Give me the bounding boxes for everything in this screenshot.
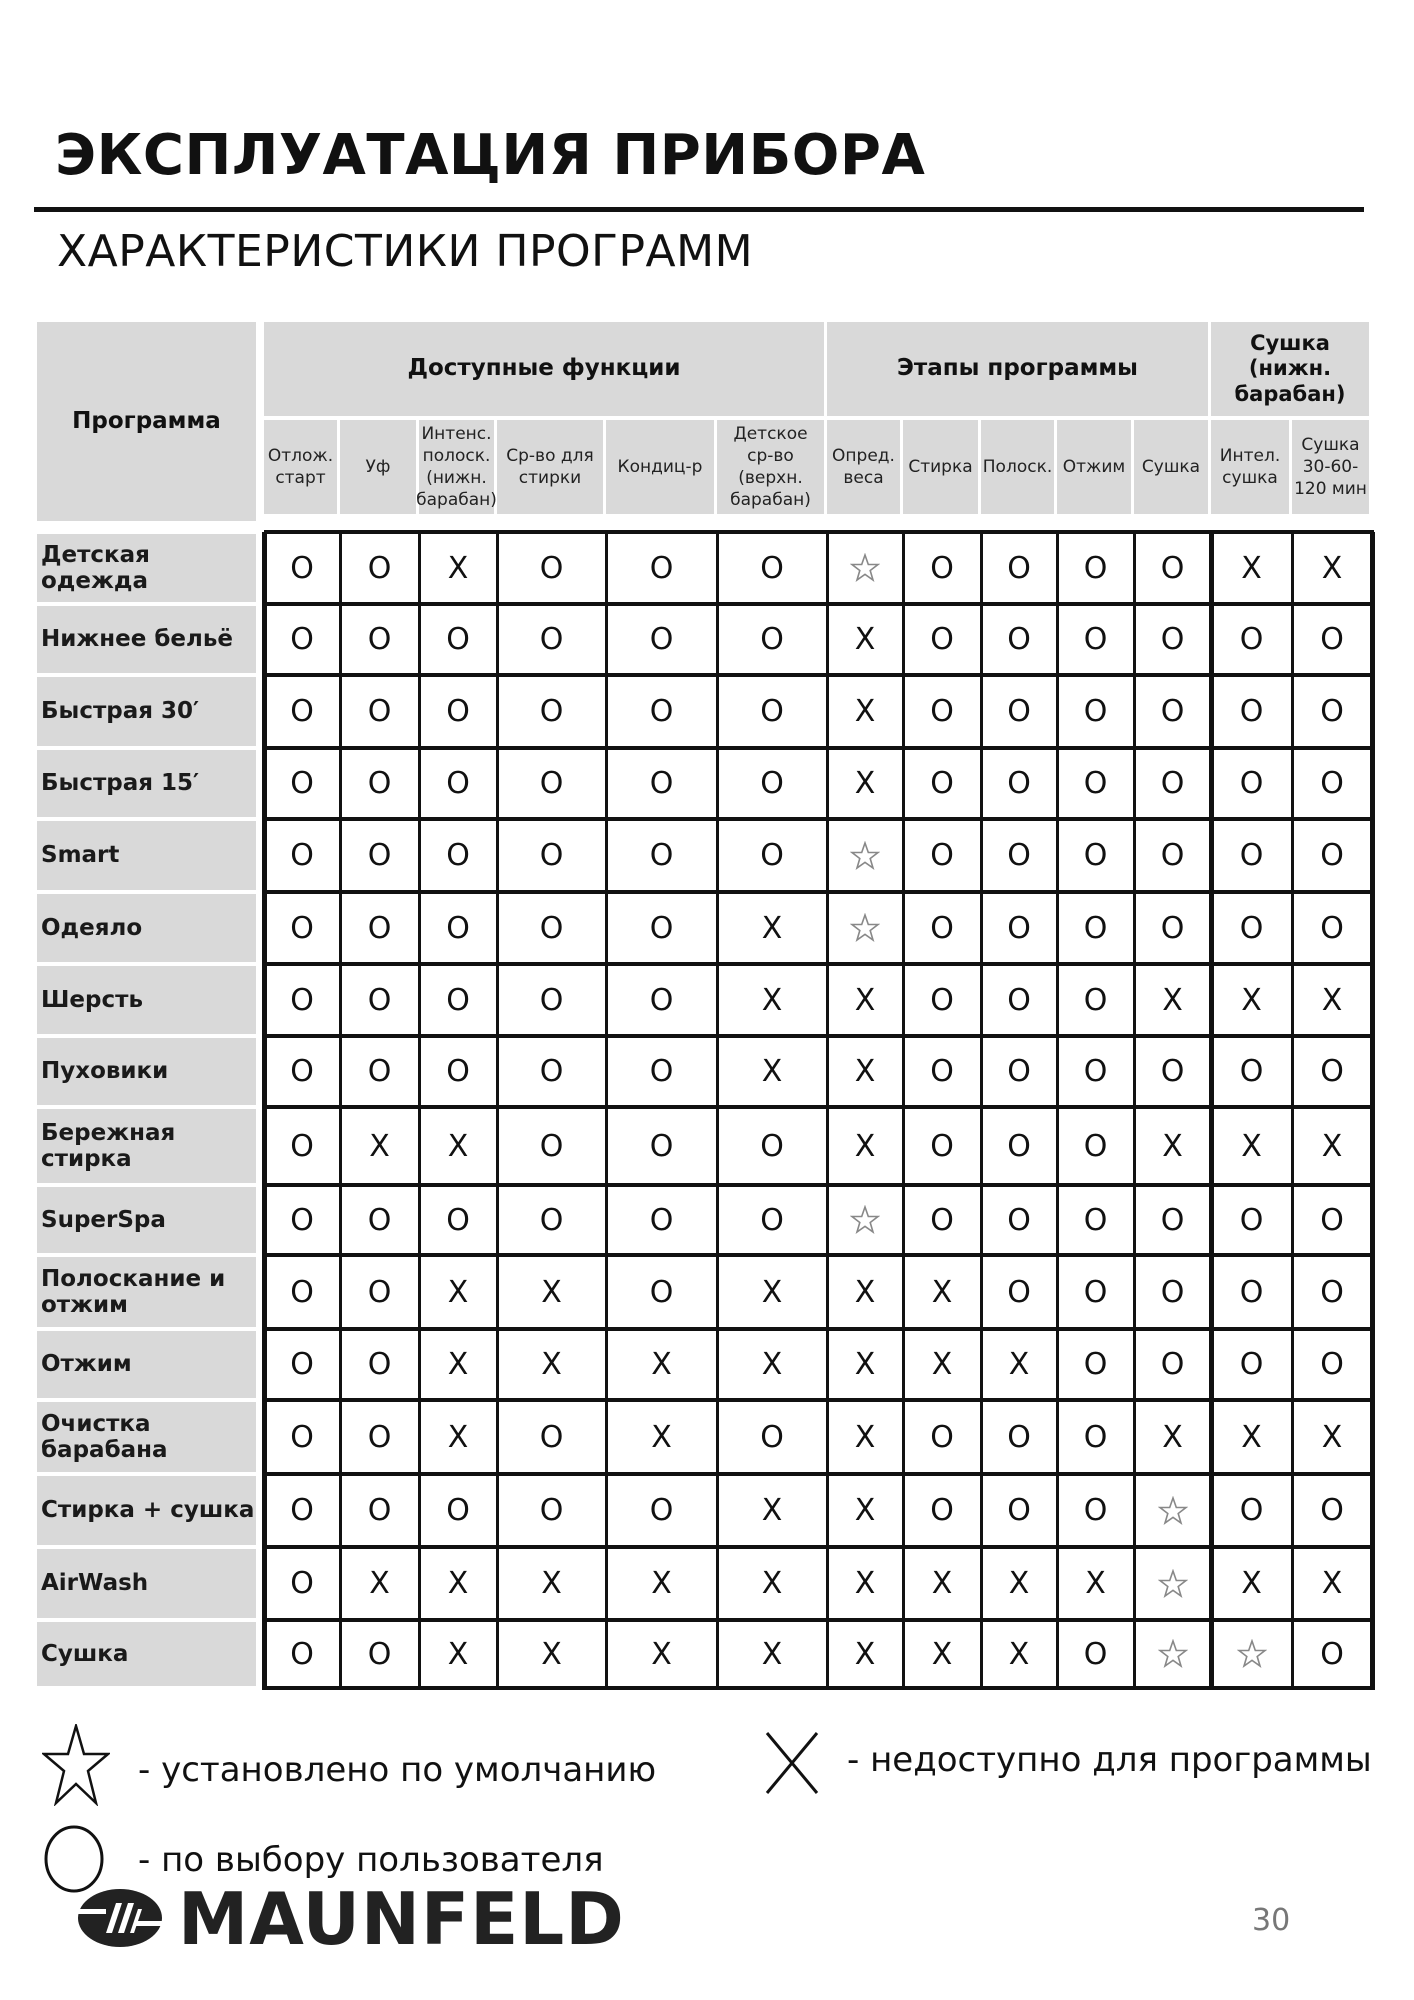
- circle-icon: O: [1239, 1493, 1264, 1528]
- circle-icon: O: [1083, 1274, 1108, 1310]
- circle-icon: O: [1083, 694, 1108, 729]
- cross-icon: X: [761, 1347, 783, 1382]
- circle-icon: O: [290, 910, 314, 946]
- legend-cross-text: - недоступно для программы: [847, 1740, 1372, 1780]
- circle-icon: O: [290, 694, 314, 729]
- circle-icon: O: [930, 838, 954, 873]
- cross-icon: X: [854, 1274, 876, 1310]
- circle-icon: O: [290, 1274, 314, 1310]
- grid-line: [980, 532, 983, 1690]
- cross-icon: X: [854, 1566, 876, 1601]
- circle-icon: O: [539, 622, 564, 657]
- circle-icon: O: [367, 910, 392, 946]
- cross-icon: X: [761, 982, 783, 1018]
- grid-line: [496, 532, 499, 1690]
- column-header: Кондиц-р: [606, 420, 714, 514]
- grid-line: [1370, 532, 1375, 1690]
- circle-icon: O: [1239, 622, 1264, 657]
- circle-icon: O: [1320, 1636, 1344, 1672]
- cross-icon: X: [447, 550, 469, 586]
- circle-icon: O: [446, 1202, 470, 1238]
- star-icon: [1211, 1620, 1292, 1688]
- cross-icon: X: [541, 1274, 562, 1310]
- circle-icon: O: [367, 1636, 392, 1672]
- grid-line: [264, 817, 1374, 821]
- grid-line: [264, 1253, 1374, 1257]
- circle-icon: O: [1083, 1128, 1108, 1164]
- circle-icon: O: [1007, 1202, 1031, 1238]
- circle-icon: O: [446, 910, 470, 946]
- legend-star-text: - установлено по умолчанию: [138, 1750, 657, 1790]
- program-label: Шерсть: [37, 966, 256, 1034]
- circle-icon: O: [446, 1054, 470, 1089]
- program-label: Полоскание и отжим: [37, 1257, 256, 1327]
- cross-icon: X: [854, 766, 876, 801]
- circle-icon: O: [1320, 694, 1344, 729]
- circle-icon: O: [539, 766, 564, 801]
- circle-icon: O: [1239, 766, 1264, 801]
- grid-line: [1133, 532, 1136, 1690]
- circle-icon: O: [539, 1128, 564, 1164]
- cross-icon: X: [651, 1347, 672, 1382]
- circle-icon: O: [290, 838, 314, 873]
- star-icon: [827, 1185, 903, 1255]
- circle-icon: O: [290, 1202, 314, 1238]
- circle-icon: O: [1239, 1202, 1264, 1238]
- circle-icon: O: [930, 1493, 954, 1528]
- cross-icon: X: [1321, 1419, 1343, 1455]
- circle-icon: O: [649, 550, 674, 586]
- cross-icon: X: [854, 982, 876, 1018]
- program-label: Стирка + сушка: [37, 1476, 256, 1545]
- program-label: Smart: [37, 821, 256, 890]
- cross-icon: X: [447, 1636, 469, 1672]
- circle-icon: O: [1160, 622, 1185, 657]
- circle-icon: O: [1160, 1054, 1185, 1089]
- circle-icon: O: [290, 550, 314, 586]
- star-icon: [827, 532, 903, 604]
- cross-icon: X: [447, 1274, 469, 1310]
- circle-icon: O: [290, 622, 314, 657]
- circle-icon: O: [539, 1054, 564, 1089]
- circle-icon: O: [1083, 1493, 1108, 1528]
- cross-icon: X: [651, 1636, 672, 1672]
- circle-icon: O: [446, 694, 470, 729]
- cross-icon: X: [447, 1128, 469, 1164]
- circle-icon: O: [539, 550, 564, 586]
- circle-icon: O: [649, 982, 674, 1018]
- circle-icon: O: [930, 694, 954, 729]
- brand-logo-icon: [76, 1887, 164, 1949]
- cross-icon: X: [931, 1566, 953, 1601]
- grid-line: [264, 673, 1374, 677]
- circle-icon: O: [1007, 622, 1031, 657]
- circle-icon: O: [1083, 1202, 1108, 1238]
- program-label: Сушка: [37, 1622, 256, 1686]
- group-header: Этапы программы: [827, 322, 1208, 416]
- cross-icon: X: [1162, 1128, 1183, 1164]
- circle-icon: O: [1083, 1419, 1108, 1455]
- program-label: SuperSpa: [37, 1187, 256, 1253]
- circle-icon: O: [1320, 838, 1344, 873]
- circle-icon: O: [367, 1202, 392, 1238]
- circle-icon: O: [1160, 550, 1185, 586]
- column-header: Интенс. полоск. (нижн. барабан): [419, 420, 494, 514]
- circle-icon: O: [1007, 982, 1031, 1018]
- circle-icon: O: [1160, 766, 1185, 801]
- grid-line: [264, 1545, 1374, 1549]
- cross-icon: X: [447, 1419, 469, 1455]
- circle-icon: O: [1160, 694, 1185, 729]
- circle-icon: O: [930, 1054, 954, 1089]
- program-label: Бережная стирка: [37, 1109, 256, 1183]
- circle-icon: O: [367, 838, 392, 873]
- circle-icon: O: [760, 550, 784, 586]
- column-header: Полоск.: [981, 420, 1054, 514]
- circle-icon: O: [539, 1493, 564, 1528]
- cross-icon: X: [854, 1128, 876, 1164]
- program-label: Очистка барабана: [37, 1402, 256, 1472]
- circle-icon: O: [539, 1419, 564, 1455]
- circle-icon: O: [446, 838, 470, 873]
- circle-icon: O: [1007, 1128, 1031, 1164]
- grid-line: [902, 532, 905, 1690]
- cross-icon: X: [1085, 1566, 1106, 1601]
- circle-icon: O: [1160, 838, 1185, 873]
- circle-icon: O: [1007, 1274, 1031, 1310]
- circle-icon: O: [1320, 1274, 1344, 1310]
- column-header: Уф: [340, 420, 416, 514]
- column-header: Детское ср-во (верхн. барабан): [717, 420, 824, 514]
- circle-icon: O: [367, 1493, 392, 1528]
- grid-line: [339, 532, 342, 1690]
- circle-icon: O: [1320, 1493, 1344, 1528]
- cross-icon: X: [369, 1566, 390, 1601]
- legend-circle-text: - по выбору пользователя: [138, 1840, 604, 1880]
- circle-icon: O: [539, 910, 564, 946]
- circle-icon: O: [649, 694, 674, 729]
- circle-icon: O: [930, 1419, 954, 1455]
- circle-icon: O: [1320, 622, 1344, 657]
- circle-icon: O: [1320, 766, 1344, 801]
- cross-icon: X: [651, 1566, 672, 1601]
- circle-icon: O: [290, 1566, 314, 1601]
- grid-line: [264, 1472, 1374, 1476]
- circle-icon: O: [760, 622, 784, 657]
- cross-icon: X: [854, 1054, 876, 1089]
- program-label: Детская одежда: [37, 534, 256, 602]
- circle-icon: O: [649, 1493, 674, 1528]
- cross-icon: X: [761, 1274, 783, 1310]
- grid-line: [262, 532, 267, 1690]
- grid-line: [264, 890, 1374, 894]
- circle-icon: O: [1239, 910, 1264, 946]
- circle-icon: O: [1007, 550, 1031, 586]
- circle-icon: O: [649, 1202, 674, 1238]
- brand-wordmark: MAUNFELD: [178, 1877, 625, 1961]
- star-icon: [42, 1724, 110, 1806]
- cross-icon: X: [931, 1636, 953, 1672]
- circle-icon: O: [539, 838, 564, 873]
- circle-icon: O: [290, 1419, 314, 1455]
- circle-icon: O: [367, 622, 392, 657]
- grid-line: [826, 532, 829, 1690]
- circle-icon: O: [1083, 550, 1108, 586]
- cross-icon: X: [1162, 982, 1183, 1018]
- circle-icon: O: [1320, 1054, 1344, 1089]
- circle-icon: O: [930, 910, 954, 946]
- grid-line: [716, 532, 719, 1690]
- cross-icon: [764, 1730, 820, 1796]
- cross-icon: X: [1321, 1128, 1343, 1164]
- circle-icon: O: [367, 982, 392, 1018]
- circle-icon: O: [290, 1128, 314, 1164]
- circle-icon: O: [367, 766, 392, 801]
- circle-icon: O: [760, 766, 784, 801]
- column-header: Опред. веса: [827, 420, 900, 514]
- circle-icon: O: [760, 1128, 784, 1164]
- circle-icon: O: [1320, 1347, 1344, 1382]
- circle-icon: O: [1007, 1493, 1031, 1528]
- circle-icon: O: [760, 1202, 784, 1238]
- cross-icon: X: [1008, 1347, 1030, 1382]
- circle-icon: O: [290, 1636, 314, 1672]
- grid-line: [1209, 532, 1214, 1690]
- column-header: Отлож. старт: [264, 420, 337, 514]
- cross-icon: X: [761, 1054, 783, 1089]
- program-label: Быстрая 15′: [37, 750, 256, 817]
- circle-icon: O: [649, 1054, 674, 1089]
- circle-icon: O: [930, 982, 954, 1018]
- circle-icon: O: [446, 622, 470, 657]
- circle-icon: O: [1083, 982, 1108, 1018]
- circle-icon: O: [290, 982, 314, 1018]
- circle-icon: O: [539, 982, 564, 1018]
- circle-icon: O: [367, 1054, 392, 1089]
- circle-icon: O: [1239, 694, 1264, 729]
- circle-icon: O: [930, 550, 954, 586]
- grid-line: [264, 530, 1374, 534]
- circle-icon: O: [367, 694, 392, 729]
- cross-icon: X: [1162, 1419, 1183, 1455]
- circle-icon: O: [1083, 1636, 1108, 1672]
- star-icon: [1134, 1474, 1211, 1547]
- star-icon: [1134, 1620, 1211, 1688]
- page-number: 30: [1252, 1903, 1291, 1938]
- circle-icon: O: [1007, 766, 1031, 801]
- cross-icon: X: [854, 1347, 876, 1382]
- cross-icon: X: [1321, 1566, 1343, 1601]
- cross-icon: X: [1241, 1128, 1262, 1164]
- cross-icon: X: [761, 1493, 783, 1528]
- circle-icon: O: [760, 694, 784, 729]
- program-label: Быстрая 30′: [37, 677, 256, 746]
- grid-line: [264, 1183, 1374, 1187]
- circle-icon: O: [930, 1128, 954, 1164]
- cross-icon: X: [761, 1636, 783, 1672]
- circle-icon: O: [367, 1347, 392, 1382]
- cross-icon: X: [854, 622, 876, 657]
- program-column-header: Программа: [37, 322, 256, 521]
- column-header: Интел. сушка: [1211, 420, 1289, 514]
- star-icon: [827, 819, 903, 892]
- grid-line: [264, 1327, 1374, 1331]
- circle-icon: O: [290, 1493, 314, 1528]
- cross-icon: X: [447, 1347, 469, 1382]
- section-subtitle: ХАРАКТЕРИСТИКИ ПРОГРАММ: [57, 226, 754, 277]
- circle-icon: O: [649, 622, 674, 657]
- cross-icon: X: [761, 1566, 783, 1601]
- cross-icon: X: [651, 1419, 672, 1455]
- circle-icon: O: [1239, 1054, 1264, 1089]
- circle-icon: O: [649, 1128, 674, 1164]
- circle-icon: O: [1007, 1054, 1031, 1089]
- circle-icon: O: [649, 838, 674, 873]
- cross-icon: X: [854, 694, 876, 729]
- circle-icon: O: [1007, 694, 1031, 729]
- circle-icon: O: [1239, 838, 1264, 873]
- title-divider: [34, 207, 1364, 212]
- column-header: Стирка: [903, 420, 978, 514]
- cross-icon: X: [854, 1636, 876, 1672]
- circle-icon: O: [1320, 910, 1344, 946]
- cross-icon: X: [1008, 1566, 1030, 1601]
- program-label: Нижнее бельё: [37, 606, 256, 673]
- circle-icon: O: [649, 766, 674, 801]
- circle-icon: O: [1083, 1347, 1108, 1382]
- circle-icon: O: [539, 694, 564, 729]
- cross-icon: X: [931, 1274, 953, 1310]
- star-icon: [1134, 1547, 1211, 1620]
- circle-icon: O: [1239, 1347, 1264, 1382]
- circle-icon: O: [539, 1202, 564, 1238]
- circle-icon: [42, 1824, 106, 1894]
- circle-icon: O: [1160, 1347, 1185, 1382]
- cross-icon: X: [1241, 982, 1262, 1018]
- grid-line: [264, 602, 1374, 606]
- program-label: Пуховики: [37, 1038, 256, 1105]
- circle-icon: O: [446, 1493, 470, 1528]
- circle-icon: O: [367, 1274, 392, 1310]
- cross-icon: X: [541, 1566, 562, 1601]
- group-header: Доступные функции: [264, 322, 824, 416]
- circle-icon: O: [446, 766, 470, 801]
- circle-icon: O: [1007, 1419, 1031, 1455]
- circle-icon: O: [1007, 838, 1031, 873]
- grid-line: [264, 1618, 1374, 1622]
- program-label: AirWash: [37, 1549, 256, 1618]
- circle-icon: O: [930, 1202, 954, 1238]
- page-title: ЭКСПЛУАТАЦИЯ ПРИБОРА: [55, 123, 926, 188]
- circle-icon: O: [930, 766, 954, 801]
- circle-icon: O: [649, 910, 674, 946]
- circle-icon: O: [1083, 622, 1108, 657]
- grid-line: [264, 1034, 1374, 1038]
- grid-line: [1056, 532, 1059, 1690]
- star-icon: [827, 892, 903, 964]
- circle-icon: O: [1160, 1274, 1185, 1310]
- cross-icon: X: [541, 1636, 562, 1672]
- circle-icon: O: [760, 838, 784, 873]
- grid-line: [264, 1686, 1374, 1690]
- cross-icon: X: [1241, 1566, 1262, 1601]
- grid-line: [264, 746, 1374, 750]
- circle-icon: O: [290, 1347, 314, 1382]
- circle-icon: O: [1083, 766, 1108, 801]
- circle-icon: O: [760, 1419, 784, 1455]
- column-header: Сушка 30-60-120 мин: [1292, 420, 1369, 514]
- circle-icon: O: [1007, 910, 1031, 946]
- cross-icon: X: [1241, 1419, 1262, 1455]
- cross-icon: X: [761, 910, 783, 946]
- circle-icon: O: [930, 622, 954, 657]
- circle-icon: O: [1160, 1202, 1185, 1238]
- program-label: Отжим: [37, 1331, 256, 1398]
- circle-icon: O: [1083, 910, 1108, 946]
- circle-icon: O: [1320, 1202, 1344, 1238]
- group-header: Сушка (нижн. барабан): [1211, 322, 1369, 416]
- cross-icon: X: [1008, 1636, 1030, 1672]
- cross-icon: X: [1321, 982, 1343, 1018]
- grid-line: [1291, 532, 1294, 1690]
- cross-icon: X: [1241, 550, 1262, 586]
- circle-icon: O: [649, 1274, 674, 1310]
- cross-icon: X: [854, 1493, 876, 1528]
- circle-icon: O: [1160, 910, 1185, 946]
- circle-icon: O: [446, 982, 470, 1018]
- grid-line: [418, 532, 421, 1690]
- cross-icon: X: [1321, 550, 1343, 586]
- circle-icon: O: [290, 766, 314, 801]
- cross-icon: X: [854, 1419, 876, 1455]
- circle-icon: O: [367, 550, 392, 586]
- grid-line: [264, 962, 1374, 966]
- cross-icon: X: [931, 1347, 953, 1382]
- grid-line: [264, 1105, 1374, 1109]
- circle-icon: O: [1083, 1054, 1108, 1089]
- circle-icon: O: [1083, 838, 1108, 873]
- grid-line: [605, 532, 608, 1690]
- circle-icon: O: [367, 1419, 392, 1455]
- cross-icon: X: [447, 1566, 469, 1601]
- circle-icon: O: [1239, 1274, 1264, 1310]
- circle-icon: O: [290, 1054, 314, 1089]
- column-header: Отжим: [1057, 420, 1131, 514]
- column-header: Сушка: [1134, 420, 1208, 514]
- cross-icon: X: [541, 1347, 562, 1382]
- cross-icon: X: [369, 1128, 390, 1164]
- program-label: Одеяло: [37, 894, 256, 962]
- grid-line: [264, 1398, 1374, 1402]
- column-header: Ср-во для стирки: [497, 420, 603, 514]
